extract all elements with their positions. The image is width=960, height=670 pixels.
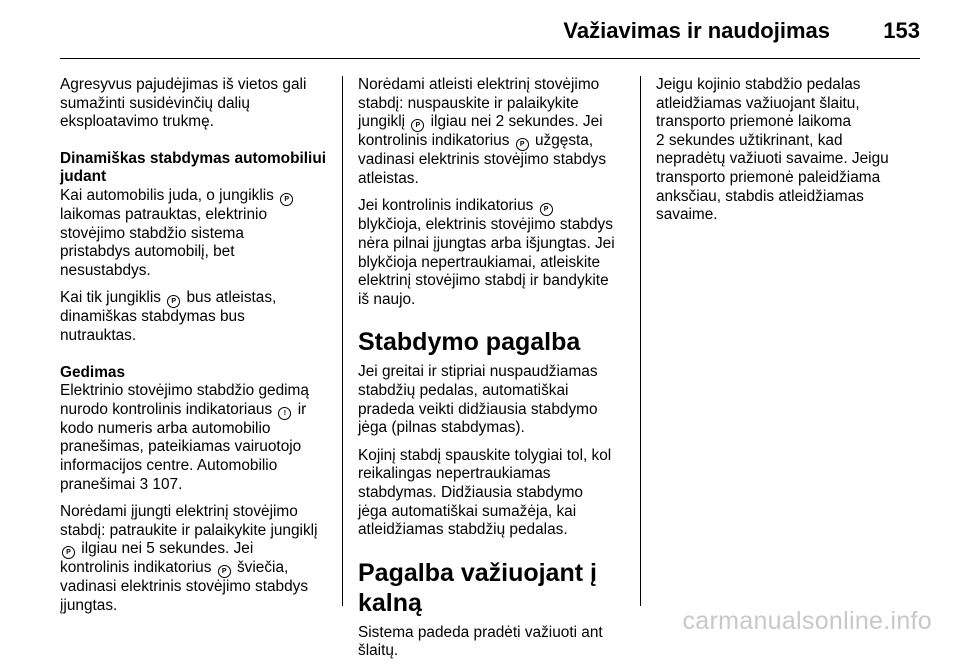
paragraph: Jeigu kojinio stabdžio pedalas atleidžiamas važiuojant šlaitu, transporto priemonė laikoma 2 sekundes užtikrinant, kad nepradėtų važiuoti savaime. Jeigu transporto priemonė paleidžiama anksčiau, stabdis atleidžiamas savaime.	[656, 76, 889, 224]
heading-hill-start-assist: Pagalba važiuojant į kalną	[358, 558, 597, 617]
parking-brake-icon: P	[218, 565, 231, 578]
paragraph: Norėdami atleisti elektrinį stovėjimo stabdį: nuspauskite ir palaikykite jungiklį P ilgiau nei 2 sekundes. Jei kontrolinis indikatorius P užgęsta, vadinasi elektrinis stovėjimo stabdys atleistas.	[358, 76, 607, 187]
paragraph: Jei kontrolinis indikatorius P blykčioja, elektrinis stovėjimo stabdys nėra pilnai įjungtas arba išjungtas. Jei blykčioja nepertraukiamai, atleiskite elektrinį stovėjimo stabdį ir bandykite iš naujo.	[358, 197, 615, 308]
parking-brake-icon: P	[516, 138, 529, 151]
paragraph: Jei greitai ir stipriai nuspaudžiamas stabdžių pedalas, automatiškai pradeda veikti didžiausia stabdymo jėga (pilnas stabdymas).	[358, 363, 598, 437]
column-divider-1	[342, 76, 343, 606]
page-reference-icon: 3	[139, 475, 149, 493]
subheading-failure: Gedimas	[60, 363, 126, 381]
paragraph: Kai automobilis juda, o jungiklis P laikomas patrauktas, elektrinio stovėjimo stabdžio sistema pristabdys automobilį, bet nesustabdys.	[60, 187, 328, 280]
page-number: 153	[883, 18, 920, 43]
parking-brake-icon: P	[540, 203, 553, 216]
paragraph: Kai tik jungiklis P bus atleistas, dinamiškas stabdymas bus nutrauktas.	[60, 289, 277, 344]
watermark: carmanualsonline.info	[682, 607, 932, 635]
parking-brake-icon: P	[280, 193, 293, 206]
column-3	[656, 76, 926, 234]
subheading-dynamic-braking: Dinamiškas stabdymas automobiliui judant	[60, 149, 326, 186]
paragraph: Agresyvus pajudėjimas iš vietos gali sumažinti susidėvinčių dalių eksploatavimo trukmę.	[60, 76, 307, 131]
heading-brake-assist: Stabdymo pagalba	[358, 328, 581, 357]
paragraph: Elektrinio stovėjimo stabdžio gedimą nurodo kontrolinis indikatoriaus ! ir kodo numeris arba automobilio pranešimas, pateikiamas vairuotojo informacijos centre. Automobilio pranešimai 3 107.	[60, 382, 309, 493]
column-divider-2	[640, 76, 641, 606]
column-2	[358, 76, 628, 670]
paragraph: Sistema padeda pradėti važiuoti ant šlaitų.	[358, 623, 603, 660]
page-header	[60, 16, 920, 59]
parking-brake-icon: P	[411, 119, 424, 132]
header-title: Važiavimas ir naudojimas	[563, 18, 830, 43]
column-1	[60, 76, 328, 624]
warning-icon: !	[278, 407, 291, 420]
paragraph: Kojinį stabdį spauskite tolygiai tol, kol reikalingas nepertraukiamas stabdymas. Didžiausia stabdymo jėga automatiškai sumažėja, kai atleidžiamas stabdžių pedalas.	[358, 446, 612, 539]
parking-brake-icon: P	[62, 546, 75, 559]
paragraph: Norėdami įjungti elektrinį stovėjimo stabdį: patraukite ir palaikykite jungiklį P ilgiau nei 5 sekundes. Jei kontrolinis indikatorius P šviečia, vadinasi elektrinis stovėjimo stabdys įjungtas.	[60, 503, 318, 614]
parking-brake-icon: P	[167, 295, 180, 308]
